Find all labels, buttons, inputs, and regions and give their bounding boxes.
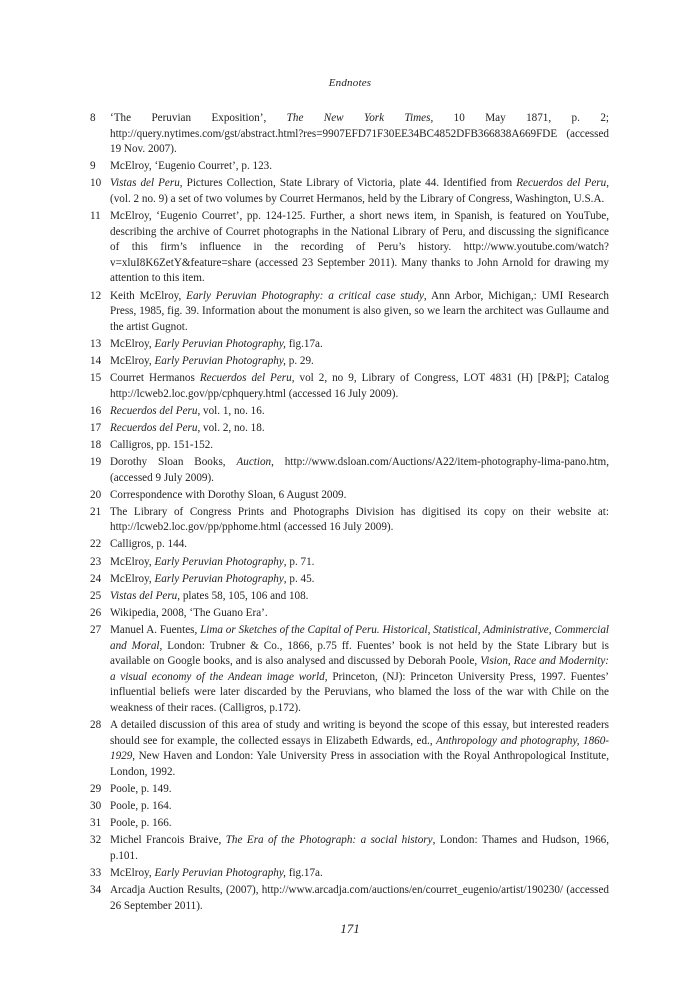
endnote-text: McElroy, ‘Eugenio Courret’, pp. 124-125. Further, a short news item, in Spanish, is featured on YouTube, describing the archive of Courret photographs in the National Library of Peru, and discussing the significance of this firm’s influence in the recording of Peru’s history. http://www.youtube.com/watch?v=xluI8K6ZetY&feature=share (accessed 23 September 2011). Many thanks to John Arnold for drawing my attention to this item. [110,210,609,285]
endnote-item [90,505,609,536]
endnote-item [90,488,609,504]
endnote-italic-text: The Era of the Photograph: a social history [225,834,433,847]
endnote-number: 30 [90,799,102,812]
endnote-item [90,816,609,832]
endnote-item [90,833,609,864]
endnote-number: 15 [90,372,102,384]
endnote-number: 22 [90,538,102,551]
endnote-number: 23 [90,555,102,568]
endnote-text: McElroy, [110,337,155,350]
endnote-number: 29 [90,782,102,795]
endnote-item [90,421,609,437]
endnote-number: 33 [90,866,102,879]
endnote-text: ‘The Peruvian Exposition’, [110,112,287,124]
endnote-italic-text: Early Peruvian Photography, [154,354,286,367]
endnote-item [90,209,609,287]
endnote-item [90,555,609,571]
endnote-italic-text: The New York Times [286,112,431,124]
endnote-number: 26 [90,606,102,619]
endnote-italic-text: Early Peruvian Photography, [154,866,286,879]
endnote-italic-text: Vistas del Peru [110,589,178,602]
endnote-item [90,589,609,605]
endnote-italic-text: Recuerdos del Peru [516,177,607,190]
endnote-number: 31 [90,817,102,830]
endnote-text: Wikipedia, 2008, ‘The Guano Era’. [110,606,268,619]
endnote-number: 13 [90,337,102,350]
endnote-italic-text: Lima or Sketches of the Capital of Peru. Historical, Statistical, Administrative, Commercial and Moral [110,623,609,652]
endnote-italic-text: Vision, Race and Modernity: a visual economy of the Andean image world [110,655,609,683]
endnote-number: 20 [90,488,102,501]
endnote-text: Manuel A. Fuentes, [110,623,201,636]
endnote-italic-text: Early Peruvian Photography [154,555,284,568]
endnote-italic-text: Early Peruvian Photography, [154,337,286,350]
endnote-text: McElroy, [110,866,155,879]
endnote-number: 27 [90,623,102,636]
endnote-item [90,537,609,553]
endnote-number: 12 [90,289,102,302]
endnote-item [90,455,609,486]
endnote-text: fig.17a. [285,866,323,879]
endnote-text: Keith McElroy, [110,289,187,302]
endnote-italic-text: Recuerdos del Peru [110,404,198,417]
endnote-italic-text: Recuerdos del Peru [110,421,198,434]
endnote-text: , p. 71. [283,555,315,568]
endnotes-list [90,111,609,916]
endnote-number: 11 [90,210,101,223]
endnote-text: , 10 May 1871, p. 2; http://query.nytimes.com/gst/abstract.html?res=9907EFD71F30EE34BC4852DFB366838A669FDE (accessed 19 Nov. 2007). [110,112,609,156]
endnote-text: , http://www.dsloan.com/Auctions/A22/item-photography-lima-pano.htm, (accessed 9 July 2009). [110,455,609,484]
endnote-text: Arcadja Auction Results, (2007), http://www.arcadja.com/auctions/en/courret_eugenio/artist/190230/ (accessed 26 September 2011). [110,883,609,912]
endnote-item [90,438,609,454]
endnote-item [90,354,609,370]
endnote-italic-text: Early Peruvian Photography: a critical case study [186,289,424,302]
endnote-number: 21 [90,505,102,518]
endnote-text: , Princeton, (NJ): Princeton University Press, 1997. Fuentes’ influential beliefs were later discarded by the Peruvians, who blamed the loss of the war with Chile on the weakness of their races. (Calligros, p.172). [110,670,609,714]
endnote-text: , New Haven and London: Yale University Press in association with the Royal Anthropological Institute, London, 1992. [110,750,609,778]
endnote-text: Poole, p. 164. [110,799,172,812]
endnote-item [90,623,609,717]
endnote-number: 25 [90,589,102,602]
endnote-text: , Ann Arbor, Michigan,: UMI Research Press, 1985, fig. 39. Information about the monument is also given, so we learn the architect was Gullaume and the artist Gugnot. [110,289,609,333]
endnote-italic-text: Recuerdos del Peru [199,372,292,384]
endnote-text: , London: Trubner & Co., 1866, p.75 ff. Fuentes’ book is not held by the State Library but is available on Google books, and is also analysed and discussed by Deborah Poole, [110,639,609,668]
endnote-item [90,337,609,353]
endnote-number: 24 [90,572,102,585]
endnote-item [90,572,609,588]
endnote-text: , (vol. 2 no. 9) a set of two volumes by Courret Hermanos, held by the Library of Congress, Washington, U.S.A. [110,177,609,205]
page-number: 171 [340,921,360,936]
endnote-item [90,883,609,914]
endnote-item [90,718,609,780]
endnote-italic-text: Early Peruvian Photography [154,572,284,585]
endnote-text: , Pictures Collection, State Library of Victoria, plate 44. Identified from [179,177,517,190]
endnote-text: Correspondence with Dorothy Sloan, 6 August 2009. [110,488,347,501]
endnote-text: Poole, p. 149. [110,782,172,795]
endnote-text: Dorothy Sloan Books, [110,455,237,468]
endnote-text: Calligros, p. 144. [110,538,188,551]
endnote-number: 17 [90,421,102,434]
endnote-text: A detailed discussion of this area of study and writing is beyond the scope of this essay, but interested readers should see for example, the collected essays in Elizabeth Edwards, ed., [110,718,609,747]
endnote-item [90,866,609,882]
endnote-number: 9 [90,160,96,173]
endnote-number: 14 [90,354,102,367]
endnote-number: 8 [90,112,96,124]
endnote-text: , p. 45. [283,572,315,585]
endnote-text: McElroy, [110,555,155,568]
endnote-number: 34 [90,883,102,896]
endnote-text: , plates 58, 105, 106 and 108. [177,589,309,602]
endnote-item [90,799,609,815]
endnote-item [90,782,609,798]
endnote-text: Calligros, pp. 151-152. [110,438,214,451]
endnote-number: 32 [90,834,102,847]
endnote-number: 18 [90,438,102,451]
endnote-text: Poole, p. 166. [110,817,172,830]
endnote-text: Courret Hermanos [110,372,200,384]
endnote-item [90,176,609,207]
endnote-text: , London: Thames and Hudson, 1966, p.101. [110,834,609,862]
endnote-text: fig.17a. [285,337,323,350]
endnote-item [90,159,609,175]
endnote-italic-text: Anthropology and photography, 1860-1929 [110,734,609,763]
endnote-text: McElroy, ‘Eugenio Courret’, p. 123. [110,160,273,173]
endnote-number: 19 [90,455,102,468]
endnote-text: , vol. 1, no. 16. [197,404,265,417]
endnote-item [90,111,609,158]
endnote-italic-text: Vistas del Peru [110,177,180,190]
running-header: Endnotes [328,77,372,89]
endnote-item [90,289,609,336]
endnote-text: McElroy, [110,572,155,585]
endnote-text: Michel Francois Braive, [110,834,226,847]
endnote-text: , vol 2, no 9, Library of Congress, LOT 4831 (H) [P&P]; Catalog http://lcweb2.loc.gov/pp/cphquery.html (accessed 16 July 2009). [110,372,609,400]
endnote-text: The Library of Congress Prints and Photographs Division has digitised its copy on their website at: http://lcweb2.loc.gov/pp/pphome.html (accessed 16 July 2009). [110,505,609,534]
endnote-italic-text: Auction [236,455,272,468]
endnote-number: 10 [90,177,102,190]
endnote-number: 28 [90,718,102,731]
endnote-text: McElroy, [110,354,155,367]
endnote-item [90,606,609,622]
endnote-text: p. 29. [285,354,314,367]
endnote-text: , vol. 2, no. 18. [197,421,265,434]
endnote-number: 16 [90,404,102,417]
endnote-item [90,404,609,420]
endnote-item [90,371,609,402]
